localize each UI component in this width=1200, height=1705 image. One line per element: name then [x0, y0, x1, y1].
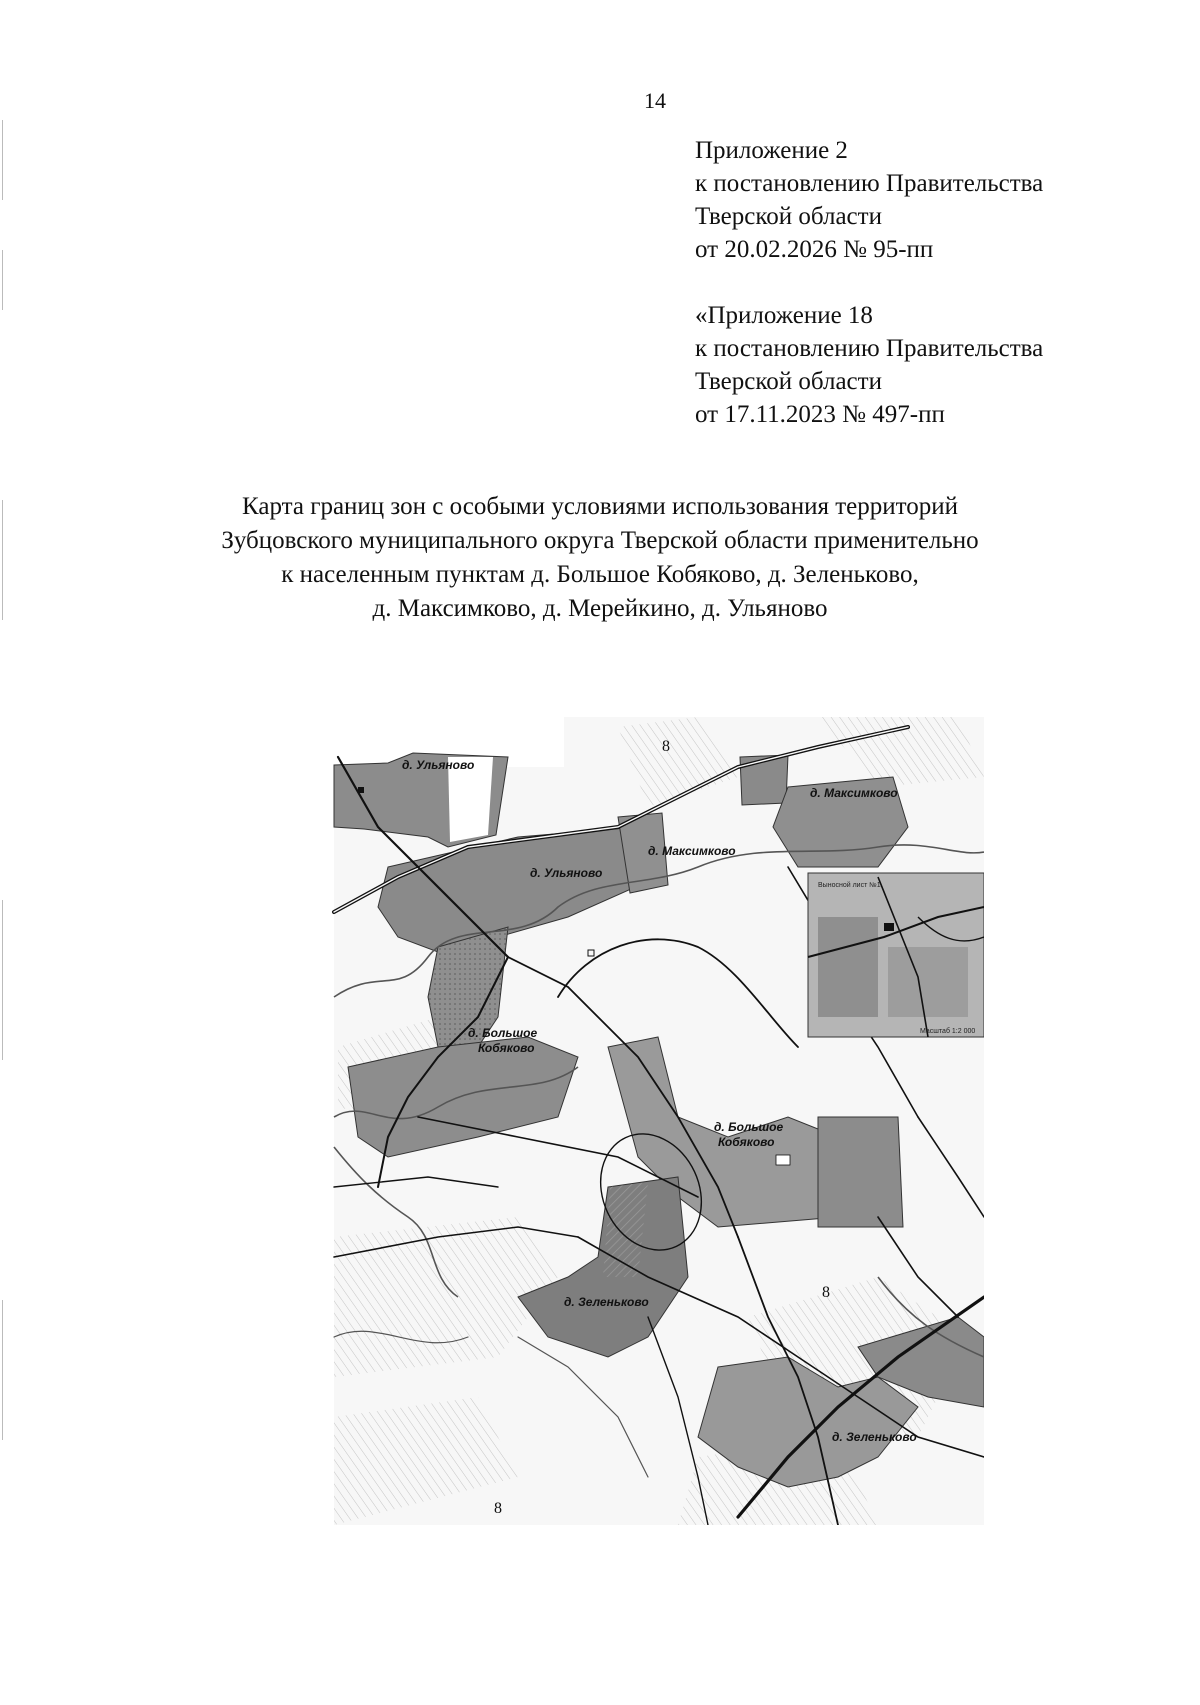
label-bolshoe-kobyakovo-west: д. Большое	[468, 1026, 538, 1040]
label-zelenkovo-south: д. Зеленьково	[832, 1430, 917, 1444]
map-blank-area	[318, 717, 334, 1525]
appendix-current-header	[695, 134, 1043, 266]
zone-boundaries-map	[318, 717, 984, 1525]
page-number: 14	[644, 88, 666, 113]
appendix-previous-line: от 17.11.2023 № 497-пп	[695, 401, 945, 428]
label-maksimkovo-east: д. Максимково	[810, 786, 898, 800]
label-ulyanovo-north: д. Ульяново	[402, 758, 475, 772]
appendix-current-line: от 20.02.2026 № 95-пп	[695, 236, 934, 263]
title-line: к населенным пунктам д. Большое Кобяково, д. Зеленьково,	[281, 561, 919, 588]
scan-edge-mark	[2, 250, 3, 310]
appendix-previous-header	[695, 299, 1043, 431]
scan-edge-mark	[2, 1300, 3, 1440]
appendix-current-line: Приложение 2	[695, 137, 848, 164]
inset-sheet	[808, 873, 984, 1037]
label-zelenkovo-west: д. Зеленьково	[564, 1295, 649, 1309]
appendix-current-line: Тверской области	[695, 203, 882, 230]
zone-number-east: 8	[822, 1284, 830, 1301]
title-line: Карта границ зон с особыми условиями использования территорий	[242, 493, 958, 520]
map-drawing	[318, 717, 984, 1525]
inset-title: Выносной лист №1	[818, 882, 881, 889]
zone-number-north: 8	[662, 738, 670, 755]
appendix-previous-line: «Приложение 18	[695, 302, 873, 329]
scan-edge-mark	[2, 120, 3, 200]
appendix-previous-line: Тверской области	[695, 368, 882, 395]
label-ulyanovo-center: д. Ульяново	[530, 866, 603, 880]
label-maksimkovo-center: д. Максимково	[648, 844, 736, 858]
label-bolshoe-kobyakovo-west: Кобяково	[478, 1041, 535, 1055]
inset-scale: Масштаб 1:2 000	[920, 1028, 976, 1035]
document-title	[0, 490, 1200, 626]
label-bolshoe-kobyakovo-east: д. Большое	[714, 1120, 784, 1134]
appendix-previous-line: к постановлению Правительства	[695, 335, 1044, 362]
label-bolshoe-kobyakovo-east: Кобяково	[718, 1135, 775, 1149]
appendix-current-line: к постановлению Правительства	[695, 170, 1044, 197]
zone-number-south: 8	[494, 1500, 502, 1517]
scan-edge-mark	[2, 900, 3, 1060]
title-line: Зубцовского муниципального округа Тверской области применительно	[221, 527, 979, 554]
title-line: д. Максимково, д. Мерейкино, д. Ульяново	[372, 595, 828, 622]
